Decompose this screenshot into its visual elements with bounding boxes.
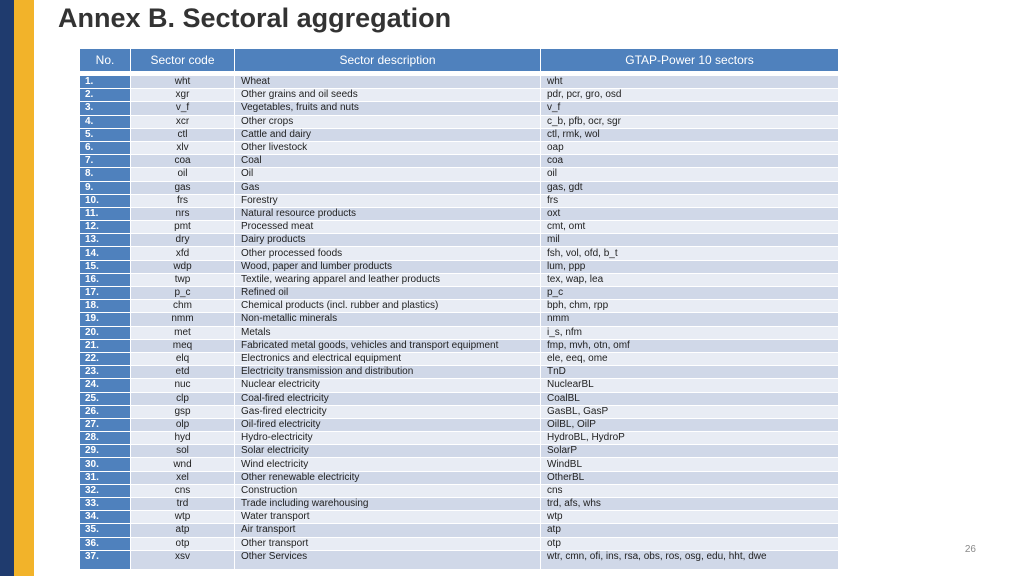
gtap-sectors-cell: OtherBL xyxy=(541,471,839,484)
row-number-cell: 24. xyxy=(80,379,131,392)
row-number-cell: 2. xyxy=(80,89,131,102)
sector-description-cell: Other processed foods xyxy=(235,247,541,260)
sector-description-cell: Processed meat xyxy=(235,221,541,234)
row-number-cell: 13. xyxy=(80,234,131,247)
sector-description-cell: Coal xyxy=(235,155,541,168)
gtap-sectors-cell: mil xyxy=(541,234,839,247)
gtap-sectors-cell: cmt, omt xyxy=(541,221,839,234)
row-number-cell: 29. xyxy=(80,445,131,458)
table-row xyxy=(80,247,839,260)
sector-code-cell: chm xyxy=(131,300,235,313)
sector-code-cell: frs xyxy=(131,194,235,207)
gtap-sectors-cell: cns xyxy=(541,484,839,497)
sector-description-cell: Other Services xyxy=(235,550,541,569)
table-row xyxy=(80,194,839,207)
gtap-sectors-cell: pdr, pcr, gro, osd xyxy=(541,89,839,102)
row-number-cell: 12. xyxy=(80,221,131,234)
gtap-sectors-cell: NuclearBL xyxy=(541,379,839,392)
row-number-cell: 11. xyxy=(80,207,131,220)
header-gtap-power-sectors: GTAP-Power 10 sectors xyxy=(541,49,839,71)
sector-code-cell: v_f xyxy=(131,102,235,115)
row-number-cell: 34. xyxy=(80,511,131,524)
table-row xyxy=(80,418,839,431)
table-row xyxy=(80,260,839,273)
header-sector-code: Sector code xyxy=(131,49,235,71)
sector-code-cell: met xyxy=(131,326,235,339)
gtap-sectors-cell: WindBL xyxy=(541,458,839,471)
gtap-sectors-cell: otp xyxy=(541,537,839,550)
row-number-cell: 37. xyxy=(80,550,131,569)
table-row xyxy=(80,89,839,102)
table-row xyxy=(80,352,839,365)
table-row xyxy=(80,445,839,458)
gtap-sectors-cell: p_c xyxy=(541,287,839,300)
gtap-sectors-cell: v_f xyxy=(541,102,839,115)
row-number-cell: 1. xyxy=(80,76,131,89)
table-row xyxy=(80,484,839,497)
gtap-sectors-cell: wtr, cmn, ofi, ins, rsa, obs, ros, osg, edu, hht, dwe xyxy=(541,550,839,569)
gtap-sectors-cell: c_b, pfb, ocr, sgr xyxy=(541,115,839,128)
gtap-sectors-cell: i_s, nfm xyxy=(541,326,839,339)
gtap-sectors-cell: fsh, vol, ofd, b_t xyxy=(541,247,839,260)
row-number-cell: 20. xyxy=(80,326,131,339)
sector-description-cell: Other livestock xyxy=(235,141,541,154)
gtap-sectors-cell: ele, eeq, ome xyxy=(541,352,839,365)
gtap-sectors-cell: atp xyxy=(541,524,839,537)
sector-description-cell: Wind electricity xyxy=(235,458,541,471)
row-number-cell: 31. xyxy=(80,471,131,484)
row-number-cell: 32. xyxy=(80,484,131,497)
gtap-sectors-cell: ctl, rmk, wol xyxy=(541,128,839,141)
gtap-sectors-cell: fmp, mvh, otn, omf xyxy=(541,339,839,352)
sector-code-cell: sol xyxy=(131,445,235,458)
gtap-sectors-cell: tex, wap, lea xyxy=(541,273,839,286)
gtap-sectors-cell: trd, afs, whs xyxy=(541,498,839,511)
sector-code-cell: wtp xyxy=(131,511,235,524)
table-row xyxy=(80,366,839,379)
sector-code-cell: otp xyxy=(131,537,235,550)
sector-code-cell: nuc xyxy=(131,379,235,392)
sector-description-cell: Oil-fired electricity xyxy=(235,418,541,431)
sector-code-cell: p_c xyxy=(131,287,235,300)
sector-description-cell: Fabricated metal goods, vehicles and transport equipment xyxy=(235,339,541,352)
sector-code-cell: hyd xyxy=(131,432,235,445)
gtap-sectors-cell: wtp xyxy=(541,511,839,524)
gtap-sectors-cell: lum, ppp xyxy=(541,260,839,273)
table-row xyxy=(80,221,839,234)
sector-description-cell: Dairy products xyxy=(235,234,541,247)
sector-code-cell: twp xyxy=(131,273,235,286)
sector-description-cell: Metals xyxy=(235,326,541,339)
sector-code-cell: gsp xyxy=(131,405,235,418)
table-header-row xyxy=(80,49,839,71)
row-number-cell: 17. xyxy=(80,287,131,300)
sector-code-cell: gas xyxy=(131,181,235,194)
row-number-cell: 14. xyxy=(80,247,131,260)
row-number-cell: 26. xyxy=(80,405,131,418)
table-row xyxy=(80,392,839,405)
row-number-cell: 9. xyxy=(80,181,131,194)
table-row xyxy=(80,524,839,537)
sector-description-cell: Textile, wearing apparel and leather products xyxy=(235,273,541,286)
gtap-sectors-cell: GasBL, GasP xyxy=(541,405,839,418)
row-number-cell: 23. xyxy=(80,366,131,379)
header-sector-description: Sector description xyxy=(235,49,541,71)
row-number-cell: 7. xyxy=(80,155,131,168)
table-row xyxy=(80,76,839,89)
table-row xyxy=(80,313,839,326)
sector-code-cell: elq xyxy=(131,352,235,365)
sector-code-cell: xcr xyxy=(131,115,235,128)
table-row xyxy=(80,458,839,471)
table-row xyxy=(80,207,839,220)
table-row xyxy=(80,168,839,181)
sector-description-cell: Other renewable electricity xyxy=(235,471,541,484)
sector-code-cell: olp xyxy=(131,418,235,431)
sector-description-cell: Chemical products (incl. rubber and plastics) xyxy=(235,300,541,313)
row-number-cell: 10. xyxy=(80,194,131,207)
gtap-sectors-cell: SolarP xyxy=(541,445,839,458)
sector-code-cell: clp xyxy=(131,392,235,405)
sector-code-cell: nrs xyxy=(131,207,235,220)
sector-description-cell: Solar electricity xyxy=(235,445,541,458)
sector-description-cell: Natural resource products xyxy=(235,207,541,220)
sector-code-cell: meq xyxy=(131,339,235,352)
sector-description-cell: Gas-fired electricity xyxy=(235,405,541,418)
sector-description-cell: Oil xyxy=(235,168,541,181)
sector-description-cell: Other grains and oil seeds xyxy=(235,89,541,102)
table-row xyxy=(80,326,839,339)
sector-description-cell: Coal-fired electricity xyxy=(235,392,541,405)
table-row xyxy=(80,115,839,128)
sector-code-cell: xgr xyxy=(131,89,235,102)
sector-description-cell: Trade including warehousing xyxy=(235,498,541,511)
sector-code-cell: etd xyxy=(131,366,235,379)
table-row xyxy=(80,379,839,392)
sector-description-cell: Electricity transmission and distribution xyxy=(235,366,541,379)
table-row xyxy=(80,300,839,313)
row-number-cell: 25. xyxy=(80,392,131,405)
sector-description-cell: Cattle and dairy xyxy=(235,128,541,141)
gtap-sectors-cell: coa xyxy=(541,155,839,168)
table-row xyxy=(80,234,839,247)
table-row xyxy=(80,141,839,154)
sector-description-cell: Non-metallic minerals xyxy=(235,313,541,326)
row-number-cell: 3. xyxy=(80,102,131,115)
table-row xyxy=(80,471,839,484)
gtap-sectors-cell: wht xyxy=(541,76,839,89)
sector-code-cell: trd xyxy=(131,498,235,511)
page-number: 26 xyxy=(964,544,976,555)
header-no: No. xyxy=(80,49,131,71)
table-body xyxy=(80,71,839,569)
sector-description-cell: Nuclear electricity xyxy=(235,379,541,392)
row-number-cell: 19. xyxy=(80,313,131,326)
sector-description-cell: Construction xyxy=(235,484,541,497)
sector-code-cell: xsv xyxy=(131,550,235,569)
sector-code-cell: xel xyxy=(131,471,235,484)
row-number-cell: 30. xyxy=(80,458,131,471)
sector-code-cell: wdp xyxy=(131,260,235,273)
table-row xyxy=(80,102,839,115)
sector-code-cell: wht xyxy=(131,76,235,89)
sector-aggregation-table xyxy=(79,49,839,570)
row-number-cell: 22. xyxy=(80,352,131,365)
sector-code-cell: atp xyxy=(131,524,235,537)
gtap-sectors-cell: TnD xyxy=(541,366,839,379)
gtap-sectors-cell: OilBL, OilP xyxy=(541,418,839,431)
row-number-cell: 33. xyxy=(80,498,131,511)
table-row xyxy=(80,128,839,141)
row-number-cell: 8. xyxy=(80,168,131,181)
gtap-sectors-cell: bph, chm, rpp xyxy=(541,300,839,313)
table-row xyxy=(80,550,839,569)
row-number-cell: 21. xyxy=(80,339,131,352)
sector-description-cell: Air transport xyxy=(235,524,541,537)
sector-code-cell: nmm xyxy=(131,313,235,326)
table-row xyxy=(80,287,839,300)
sector-description-cell: Electronics and electrical equipment xyxy=(235,352,541,365)
sector-code-cell: pmt xyxy=(131,221,235,234)
sector-code-cell: oil xyxy=(131,168,235,181)
row-number-cell: 16. xyxy=(80,273,131,286)
gtap-sectors-cell: oap xyxy=(541,141,839,154)
sector-description-cell: Vegetables, fruits and nuts xyxy=(235,102,541,115)
sector-code-cell: dry xyxy=(131,234,235,247)
sector-description-cell: Forestry xyxy=(235,194,541,207)
row-number-cell: 36. xyxy=(80,537,131,550)
sector-code-cell: cns xyxy=(131,484,235,497)
row-number-cell: 15. xyxy=(80,260,131,273)
table-row xyxy=(80,498,839,511)
gtap-sectors-cell: oxt xyxy=(541,207,839,220)
page-title: Annex B. Sectoral aggregation xyxy=(58,3,452,33)
sector-description-cell: Other transport xyxy=(235,537,541,550)
table-row xyxy=(80,155,839,168)
row-number-cell: 35. xyxy=(80,524,131,537)
sector-code-cell: ctl xyxy=(131,128,235,141)
row-number-cell: 18. xyxy=(80,300,131,313)
sector-description-cell: Hydro-electricity xyxy=(235,432,541,445)
sector-code-cell: coa xyxy=(131,155,235,168)
left-accent-bar-blue xyxy=(0,0,14,576)
gtap-sectors-cell: oil xyxy=(541,168,839,181)
row-number-cell: 28. xyxy=(80,432,131,445)
table-row xyxy=(80,339,839,352)
row-number-cell: 5. xyxy=(80,128,131,141)
sector-description-cell: Refined oil xyxy=(235,287,541,300)
sector-description-cell: Wheat xyxy=(235,76,541,89)
row-number-cell: 6. xyxy=(80,141,131,154)
table-row xyxy=(80,405,839,418)
table-row xyxy=(80,432,839,445)
table-row xyxy=(80,181,839,194)
gtap-sectors-cell: frs xyxy=(541,194,839,207)
sector-code-cell: xfd xyxy=(131,247,235,260)
table-row xyxy=(80,537,839,550)
left-accent-bar-yellow xyxy=(14,0,34,576)
gtap-sectors-cell: nmm xyxy=(541,313,839,326)
gtap-sectors-cell: gas, gdt xyxy=(541,181,839,194)
sector-code-cell: xlv xyxy=(131,141,235,154)
sector-description-cell: Other crops xyxy=(235,115,541,128)
sector-description-cell: Water transport xyxy=(235,511,541,524)
table-row xyxy=(80,511,839,524)
row-number-cell: 4. xyxy=(80,115,131,128)
gtap-sectors-cell: HydroBL, HydroP xyxy=(541,432,839,445)
sector-code-cell: wnd xyxy=(131,458,235,471)
gtap-sectors-cell: CoalBL xyxy=(541,392,839,405)
sector-description-cell: Wood, paper and lumber products xyxy=(235,260,541,273)
row-number-cell: 27. xyxy=(80,418,131,431)
table-row xyxy=(80,273,839,286)
sector-description-cell: Gas xyxy=(235,181,541,194)
